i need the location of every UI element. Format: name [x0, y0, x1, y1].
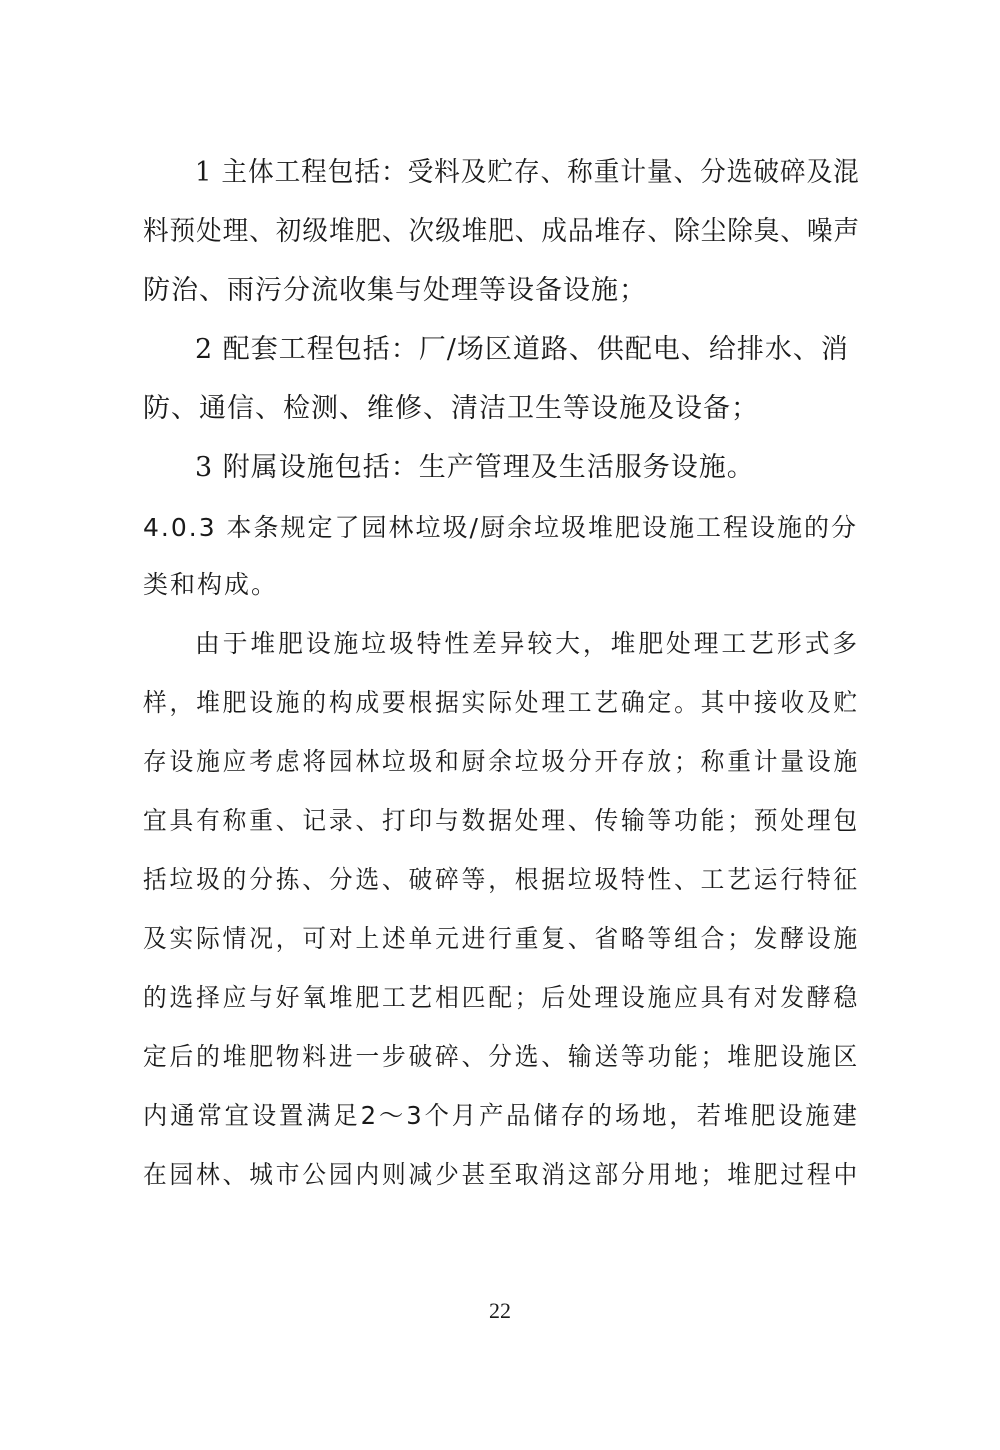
- explanation-body-line-9: 内通常宜设置满足2～3个月产品储存的场地，若堆肥设施建: [143, 1101, 860, 1130]
- page-number: 22: [489, 1298, 511, 1323]
- clause-item-1-line-1: 1 主体工程包括：受料及贮存、称重计量、分选破碎及混: [195, 157, 860, 188]
- explanation-body-line-3: 存设施应考虑将园林垃圾和厨余垃圾分开存放；称重计量设施: [143, 747, 861, 776]
- explanation-heading-line-1: 4.0.3 本条规定了园林垃圾/厨余垃圾堆肥设施工程设施的分: [143, 513, 858, 542]
- explanation-body-line-8: 定后的堆肥物料进一步破碎、分选、输送等功能；堆肥设施区: [143, 1042, 861, 1071]
- clause-item-2-line-1: 2 配套工程包括：厂/场区道路、供配电、给排水、消: [195, 334, 849, 365]
- explanation-body-line-2: 样，堆肥设施的构成要根据实际处理工艺确定。其中接收及贮: [143, 688, 861, 717]
- explanation-body-line-1: 由于堆肥设施垃圾特性差异较大，堆肥处理工艺形式多: [195, 629, 861, 658]
- explanation-body-line-5: 括垃圾的分拣、分选、破碎等，根据垃圾特性、工艺运行特征: [143, 865, 861, 894]
- explanation-body-line-10: 在园林、城市公园内则减少甚至取消这部分用地；堆肥过程中: [143, 1160, 861, 1189]
- clause-item-1-line-3: 防治、雨污分流收集与处理等设备设施；: [143, 275, 647, 306]
- explanation-body-line-6: 及实际情况，可对上述单元进行重复、省略等组合；发酵设施: [143, 924, 861, 953]
- clause-item-2-line-2: 防、通信、检测、维修、清洁卫生等设施及设备；: [143, 393, 759, 424]
- explanation-body-line-7: 的选择应与好氧堆肥工艺相匹配；后处理设施应具有对发酵稳: [143, 983, 861, 1012]
- clause-item-3-line-1: 3 附属设施包括：生产管理及生活服务设施。: [195, 452, 755, 483]
- clause-item-1-line-2: 料预处理、初级堆肥、次级堆肥、成品堆存、除尘除臭、噪声: [143, 216, 860, 247]
- explanation-heading-line-2: 类和构成。: [143, 570, 279, 599]
- explanation-body-line-4: 宜具有称重、记录、打印与数据处理、传输等功能；预处理包: [143, 806, 861, 835]
